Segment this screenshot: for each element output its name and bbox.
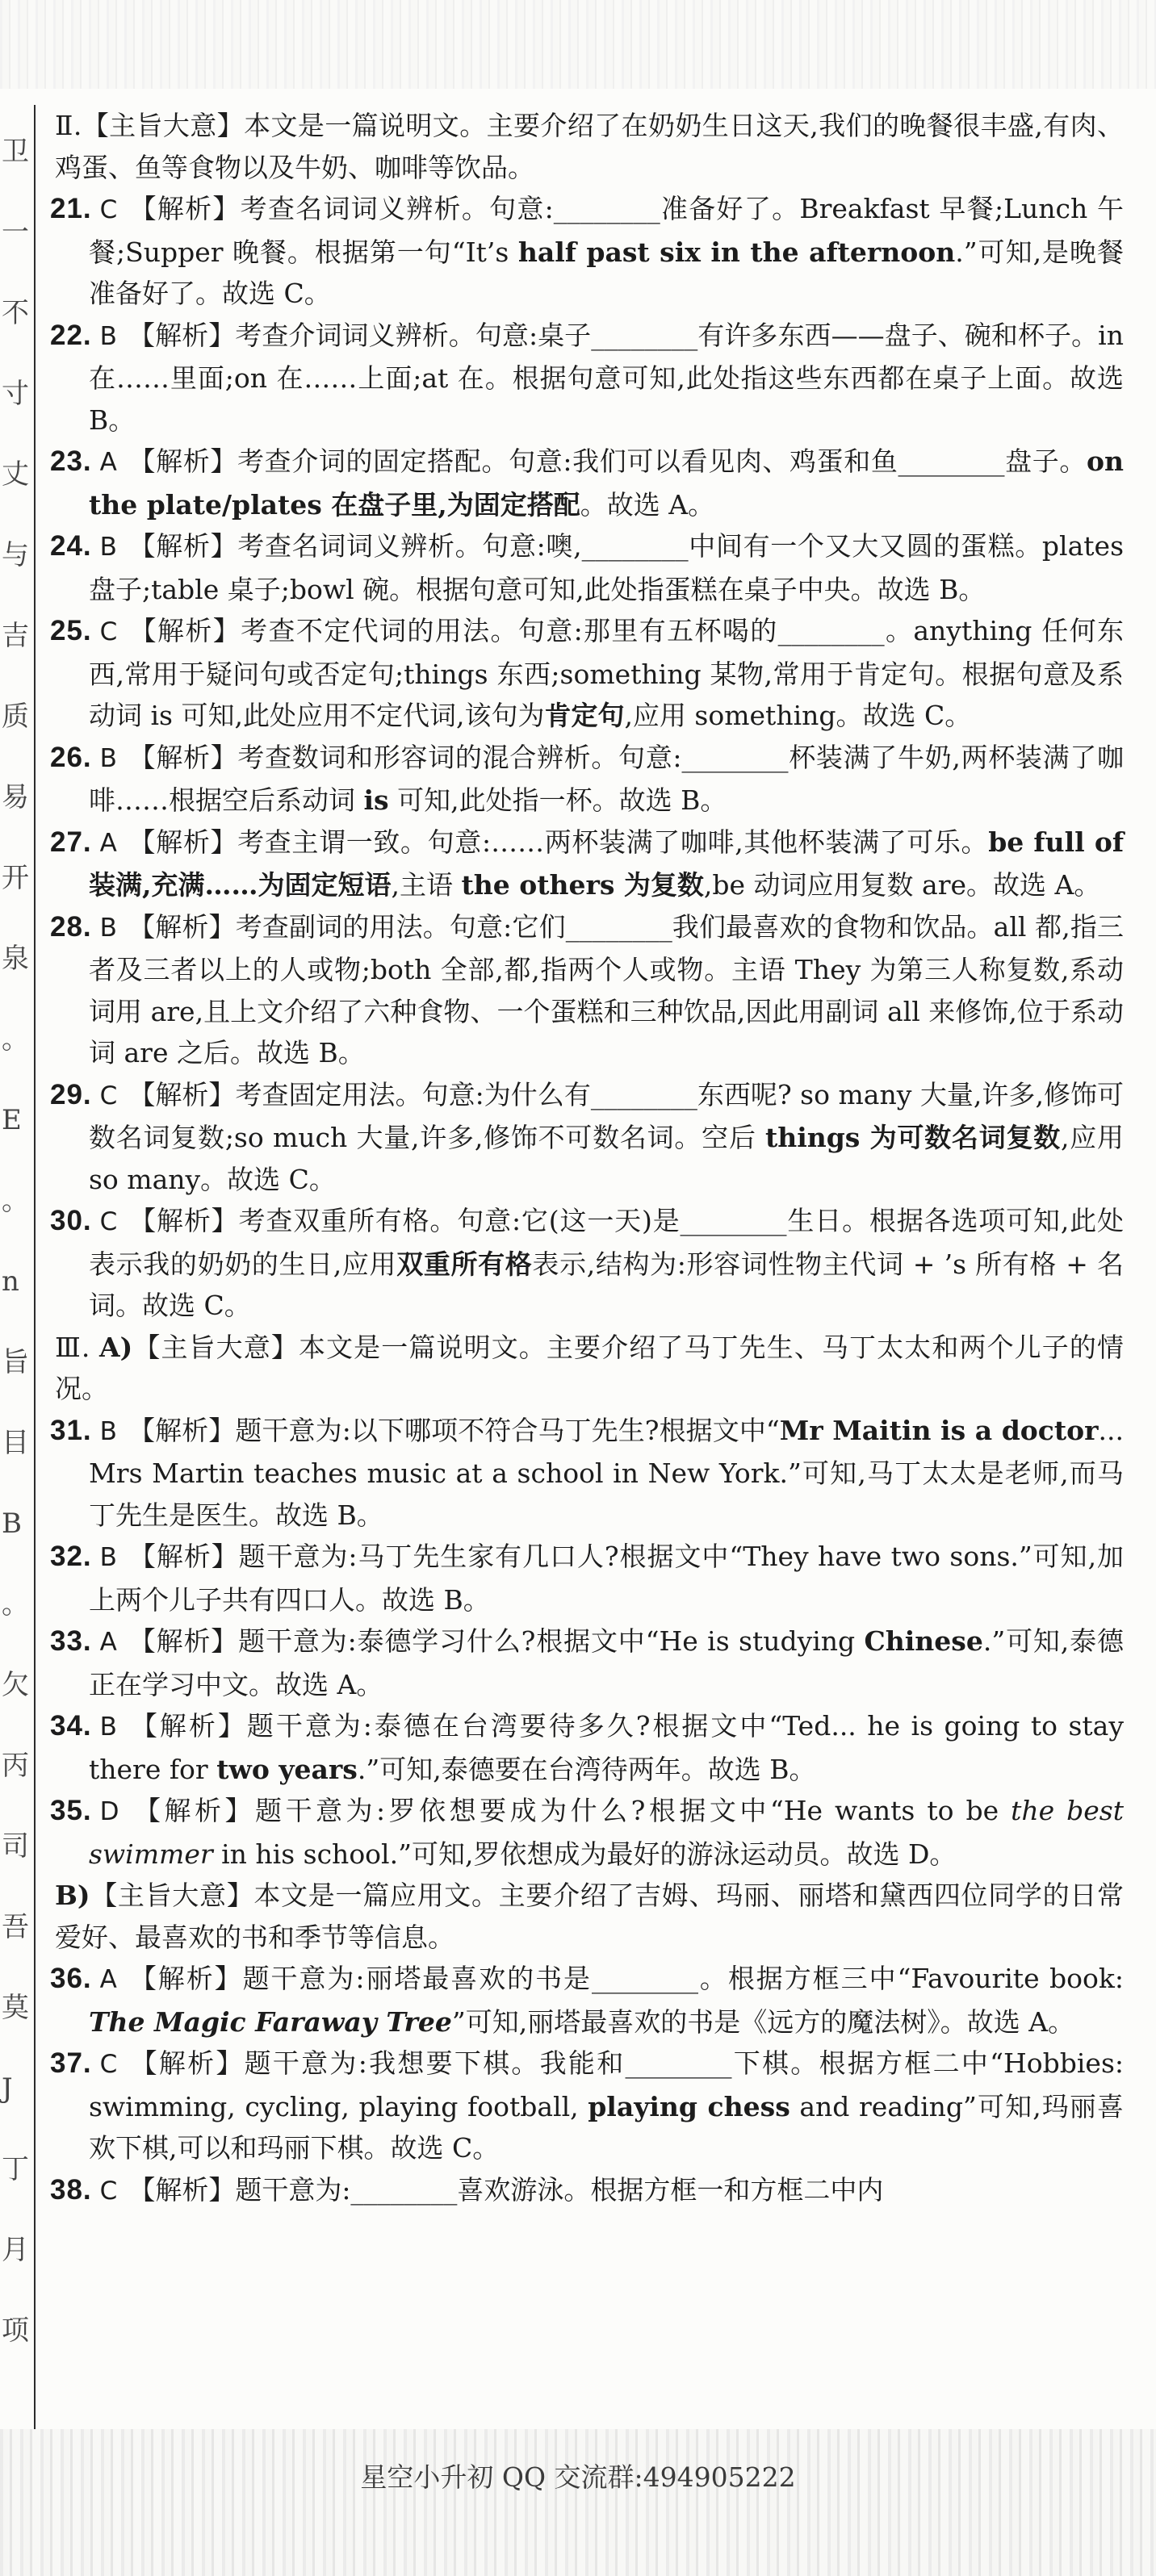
bracket-tag: 【解析】	[128, 193, 241, 224]
answer-letter: C	[99, 1207, 118, 1236]
text-run: playing chess	[588, 2090, 790, 2122]
section-summary	[50, 1327, 1124, 1410]
left-margin-fragments	[0, 105, 29, 2429]
text-run: 考查主谓一致。句意:……两杯装满了咖啡,其他杯装满了可乐。	[237, 826, 989, 858]
bracket-tag: 【解析】	[128, 1541, 239, 1572]
text-run: be full of 装满,充满……为固定短语	[89, 826, 1125, 901]
margin-fragment: E	[2, 1104, 22, 1136]
bracket-tag: 【解析】	[128, 445, 237, 477]
margin-fragment: 旨	[2, 1346, 29, 1378]
question-number: 26.	[50, 741, 92, 773]
text-run: 题干意为:以下哪项不符合马丁先生?根据文中“	[235, 1414, 780, 1446]
text-run: 题干意为:________喜欢游泳。根据方框一和方框二中内	[235, 2173, 884, 2206]
answer-letter: A	[99, 828, 117, 858]
text-run: .”可知,是晚餐准备好了。故选 C。	[89, 236, 1124, 309]
text-run: ”可知,丽塔最喜欢的书是《远方的魔法树》。故选 A。	[451, 2005, 1075, 2038]
question-number: 34.	[50, 1710, 92, 1742]
bracket-tag: 【解析】	[128, 1625, 239, 1657]
question-number: 22.	[50, 319, 92, 351]
bracket-tag: 【解析】	[128, 615, 241, 646]
margin-fragment: 。	[2, 1185, 29, 1217]
answer-letter: C	[99, 2050, 118, 2079]
answer-item	[50, 1536, 1124, 1620]
answer-letter: C	[99, 617, 118, 646]
answer-letter: B	[99, 1416, 117, 1446]
answer-item	[50, 822, 1124, 906]
text-run: .”可知,泰德正在学习中文。故选 A。	[89, 1625, 1124, 1700]
answer-letter: A	[99, 448, 117, 477]
text-run: ,应用 so many。故选 C。	[89, 1122, 1124, 1195]
answer-item	[50, 906, 1124, 1074]
answer-letter: A	[99, 1965, 117, 1994]
text-run: ,主语	[391, 869, 462, 901]
bracket-tag: 【解析】	[128, 1414, 236, 1446]
text-run: is	[363, 784, 389, 816]
text-run: A)	[99, 1331, 133, 1363]
answer-letter: B	[99, 913, 117, 943]
answer-letter: C	[99, 195, 118, 224]
answer-item	[50, 441, 1124, 525]
answer-item	[50, 2169, 1124, 2213]
text-run: The Magic Faraway Tree	[89, 2005, 452, 2038]
answer-letter: C	[99, 1081, 118, 1110]
text-run: 本文是一篇说明文。主要介绍了马丁先生、马丁太太和两个儿子的情况。	[55, 1331, 1124, 1404]
answer-item	[50, 1620, 1124, 1705]
text-run: in his school.”可知,罗依想成为最好的游泳运动员。故选 D。	[212, 1838, 957, 1870]
margin-fragment: 司	[2, 1830, 29, 1863]
margin-rule	[34, 105, 36, 2429]
answer-key-body	[50, 105, 1124, 2429]
answer-letter: C	[99, 2176, 118, 2206]
bracket-tag: 【解析】	[128, 319, 236, 351]
text-run: 考查副词的用法。句意:它们________我们最喜欢的食物和饮品。all 都,指三者及三者以上的人或物;both 全部,都,指两个人或物。主语 They 为第三人称复数,系动词用 are,且上文介绍了六种食物、一个蛋糕和三种饮品,因此用副词 all 来修饰,位于系动词 are 之后。故选 B。	[89, 910, 1125, 1068]
question-number: 33.	[50, 1625, 92, 1657]
margin-fragment: 莫	[2, 1992, 29, 2024]
text-run: Ⅱ.	[55, 110, 82, 141]
bracket-tag: 【解析】	[128, 530, 238, 562]
margin-fragment: 卫	[2, 136, 29, 168]
margin-fragment: 欠	[2, 1669, 29, 1701]
margin-fragment: 吾	[2, 1911, 29, 1943]
text-run: 本文是一篇应用文。主要介绍了吉姆、玛丽、丽塔和黛西四位同学的日常爱好、最喜欢的书和季节等信息。	[55, 1880, 1125, 1953]
answer-item	[50, 737, 1124, 822]
bracket-tag: 【解析】	[128, 2173, 236, 2206]
text-run: the best swimmer	[89, 1795, 1124, 1870]
text-run: B)	[55, 1880, 90, 1911]
question-number: 28.	[50, 910, 92, 943]
bracket-tag: 【主旨大意】	[82, 110, 245, 141]
text-run: 考查固定用法。句意:为什么有________东西呢? so many 大量,许多,修饰可数名词复数;so much 大量,许多,修饰不可数名词。空后	[89, 1078, 1125, 1153]
answer-item	[50, 525, 1124, 610]
bracket-tag: 【解析】	[130, 1795, 256, 1826]
margin-fragment: 丈	[2, 458, 29, 491]
margin-fragment: 易	[2, 781, 29, 813]
text-run: 题干意为:罗依想要成为什么?根据文中“He wants to be	[255, 1795, 1011, 1826]
text-run: 考查不定代词的用法。句意:那里有五杯喝的________。anything 任何东西,常用于疑问句或否定句;things 东西;something 某物,常用于肯定句。根据句意及系动词 is 可知,此处应用不定代词,该句为	[89, 615, 1124, 731]
margin-fragment: 月	[2, 2234, 29, 2266]
text-run: two years	[216, 1753, 358, 1785]
question-number: 31.	[50, 1414, 92, 1446]
text-run: Mr Maitin is a doctor	[779, 1414, 1099, 1446]
footer-text: 星空小升初 QQ 交流群:494905222	[360, 2461, 796, 2493]
bracket-tag: 【主旨大意】	[90, 1880, 254, 1911]
margin-fragment: 寸	[2, 378, 29, 410]
text-run: things 为可数名词复数	[764, 1122, 1061, 1153]
margin-fragment: 吉	[2, 620, 29, 652]
bracket-tag: 【解析】	[128, 826, 238, 858]
text-run: 考查名词词义辨析。句意:噢,________中间有一个又大又圆的蛋糕。plates 盘子;table 桌子;bowl 碗。根据句意可知,此处指蛋糕在桌子中央。故选 B。	[89, 530, 1125, 605]
question-number: 30.	[50, 1205, 92, 1236]
text-run: .”可知,泰德要在台湾待两年。故选 B。	[357, 1753, 816, 1785]
bracket-tag: 【解析】	[128, 1963, 243, 1994]
bracket-tag: 【解析】	[128, 2047, 245, 2079]
margin-fragment: 不	[2, 297, 29, 329]
text-run: 考查数词和形容词的混合辨析。句意:________杯装满了牛奶,两杯装满了咖啡……根据空后系动词	[89, 741, 1125, 816]
scan-texture-bottom	[0, 2429, 1156, 2576]
section-summary	[50, 105, 1124, 188]
text-run: 本文是一篇说明文。主要介绍了在奶奶生日这天,我们的晚餐很丰盛,有肉、鸡蛋、鱼等食物以及牛奶、咖啡等饮品。	[55, 110, 1124, 183]
text-run: 肯定句	[544, 700, 625, 731]
text-run: 表示,结构为:形容词性物主代词 + ’s 所有格 + 名词。故选 C。	[89, 1248, 1124, 1321]
margin-fragment: 一	[2, 216, 29, 249]
answer-item	[50, 610, 1124, 737]
question-number: 32.	[50, 1541, 92, 1572]
question-number: 25.	[50, 615, 92, 646]
text-run: 。故选 A。	[580, 488, 715, 521]
section-summary	[50, 1875, 1124, 1958]
text-run: the others 为复数	[461, 869, 704, 901]
question-number: 24.	[50, 530, 92, 562]
bracket-tag: 【解析】	[128, 910, 236, 943]
answer-letter: B	[99, 743, 117, 773]
margin-fragment: n	[2, 1265, 19, 1298]
text-run: 题干意为:马丁先生家有几口人?根据文中“They have two sons.”可知,加上两个儿子共有四口人。故选 B。	[89, 1541, 1124, 1616]
margin-fragment: 泉	[2, 943, 29, 975]
scan-texture-top	[0, 0, 1156, 89]
text-run: 考查名词词义辨析。句意:________准备好了。Breakfast 早餐;Lunch 午餐;Supper 晚餐。根据第一句“It’s	[89, 193, 1125, 268]
bracket-tag: 【主旨大意】	[132, 1331, 299, 1363]
question-number: 37.	[50, 2047, 92, 2079]
text-run: ,应用 something。故选 C。	[624, 700, 972, 731]
answer-item	[50, 1958, 1124, 2043]
answer-item	[50, 1705, 1124, 1790]
margin-fragment: 开	[2, 862, 29, 894]
margin-fragment: 质	[2, 700, 29, 733]
margin-fragment: 。	[2, 1588, 29, 1620]
answer-item	[50, 1790, 1124, 1875]
question-number: 21.	[50, 193, 92, 224]
answer-letter: B	[99, 533, 117, 562]
answer-item	[50, 1074, 1124, 1201]
text-run: ,be 动词应用复数 are。故选 A。	[703, 869, 1101, 901]
text-run: 题干意为:我想要下棋。我能和________下棋。根据方框二中“Hobbies: swimming, cycling, playing football,	[89, 2047, 1124, 2122]
text-run: 考查介词的固定搭配。句意:我们可以看见肉、鸡蛋和鱼________盘子。	[237, 445, 1087, 477]
text-run: on the plate/plates 在盘子里,为固定搭配	[89, 445, 1125, 521]
answer-letter: B	[99, 1712, 117, 1742]
text-run: 题干意为:泰德在台湾要待多久?根据文中“Ted... he is going to stay there for	[89, 1710, 1124, 1785]
bracket-tag: 【解析】	[128, 1710, 247, 1742]
bracket-tag: 【解析】	[128, 741, 238, 773]
answer-item	[50, 1200, 1124, 1327]
question-number: 35.	[50, 1795, 92, 1826]
text-run: 题干意为:丽塔最喜欢的书是________。根据方框三中“Favourite book:	[242, 1963, 1125, 1994]
answer-item	[50, 1410, 1124, 1537]
answer-letter: D	[99, 1797, 119, 1826]
answer-item	[50, 2043, 1124, 2169]
text-run: Ⅲ.	[55, 1331, 100, 1363]
question-number: 29.	[50, 1078, 92, 1110]
margin-fragment: 与	[2, 539, 29, 571]
answer-letter: B	[99, 1543, 117, 1572]
answer-letter: B	[99, 321, 117, 351]
margin-fragment: 目	[2, 1427, 29, 1459]
margin-fragment: 丙	[2, 1750, 29, 1782]
bracket-tag: 【解析】	[128, 1078, 236, 1110]
answer-item	[50, 188, 1124, 315]
margin-fragment: 丁	[2, 2153, 29, 2185]
text-run: 双重所有格	[396, 1248, 533, 1280]
margin-fragment: B	[2, 1508, 22, 1540]
answer-item	[50, 315, 1124, 441]
text-run: 考查双重所有格。句意:它(这一天)是________生日。根据各选项可知,此处表示我的奶奶的生日,应用	[89, 1205, 1125, 1280]
question-number: 36.	[50, 1963, 92, 1994]
text-run: Chinese	[864, 1625, 983, 1657]
text-run: and reading”可知,玛丽喜欢下棋,可以和玛丽下棋。故选 C。	[89, 2090, 1124, 2164]
text-run: 题干意为:泰德学习什么?根据文中“He is studying	[238, 1625, 865, 1657]
margin-fragment: J	[2, 2072, 13, 2105]
question-number: 38.	[50, 2173, 92, 2206]
question-number: 23.	[50, 445, 92, 477]
text-run: half past six in the afternoon	[517, 236, 956, 268]
answer-letter: A	[99, 1628, 117, 1657]
question-number: 27.	[50, 826, 92, 858]
text-run: ... Mrs Martin teaches music at a school in New York.”可知,马丁太太是老师,而马丁先生是医生。故选 B。	[89, 1414, 1125, 1531]
margin-fragment: 项	[2, 2315, 29, 2347]
bracket-tag: 【解析】	[128, 1205, 239, 1236]
text-run: 可知,此处指一杯。故选 B。	[388, 784, 727, 816]
text-run: 考查介词词义辨析。句意:桌子________有许多东西——盘子、碗和杯子。in 在……里面;on 在……上面;at 在。根据句意可知,此处指这些东西都在桌子上面。故选 B。	[89, 319, 1124, 436]
margin-fragment: 。	[2, 1023, 29, 1056]
